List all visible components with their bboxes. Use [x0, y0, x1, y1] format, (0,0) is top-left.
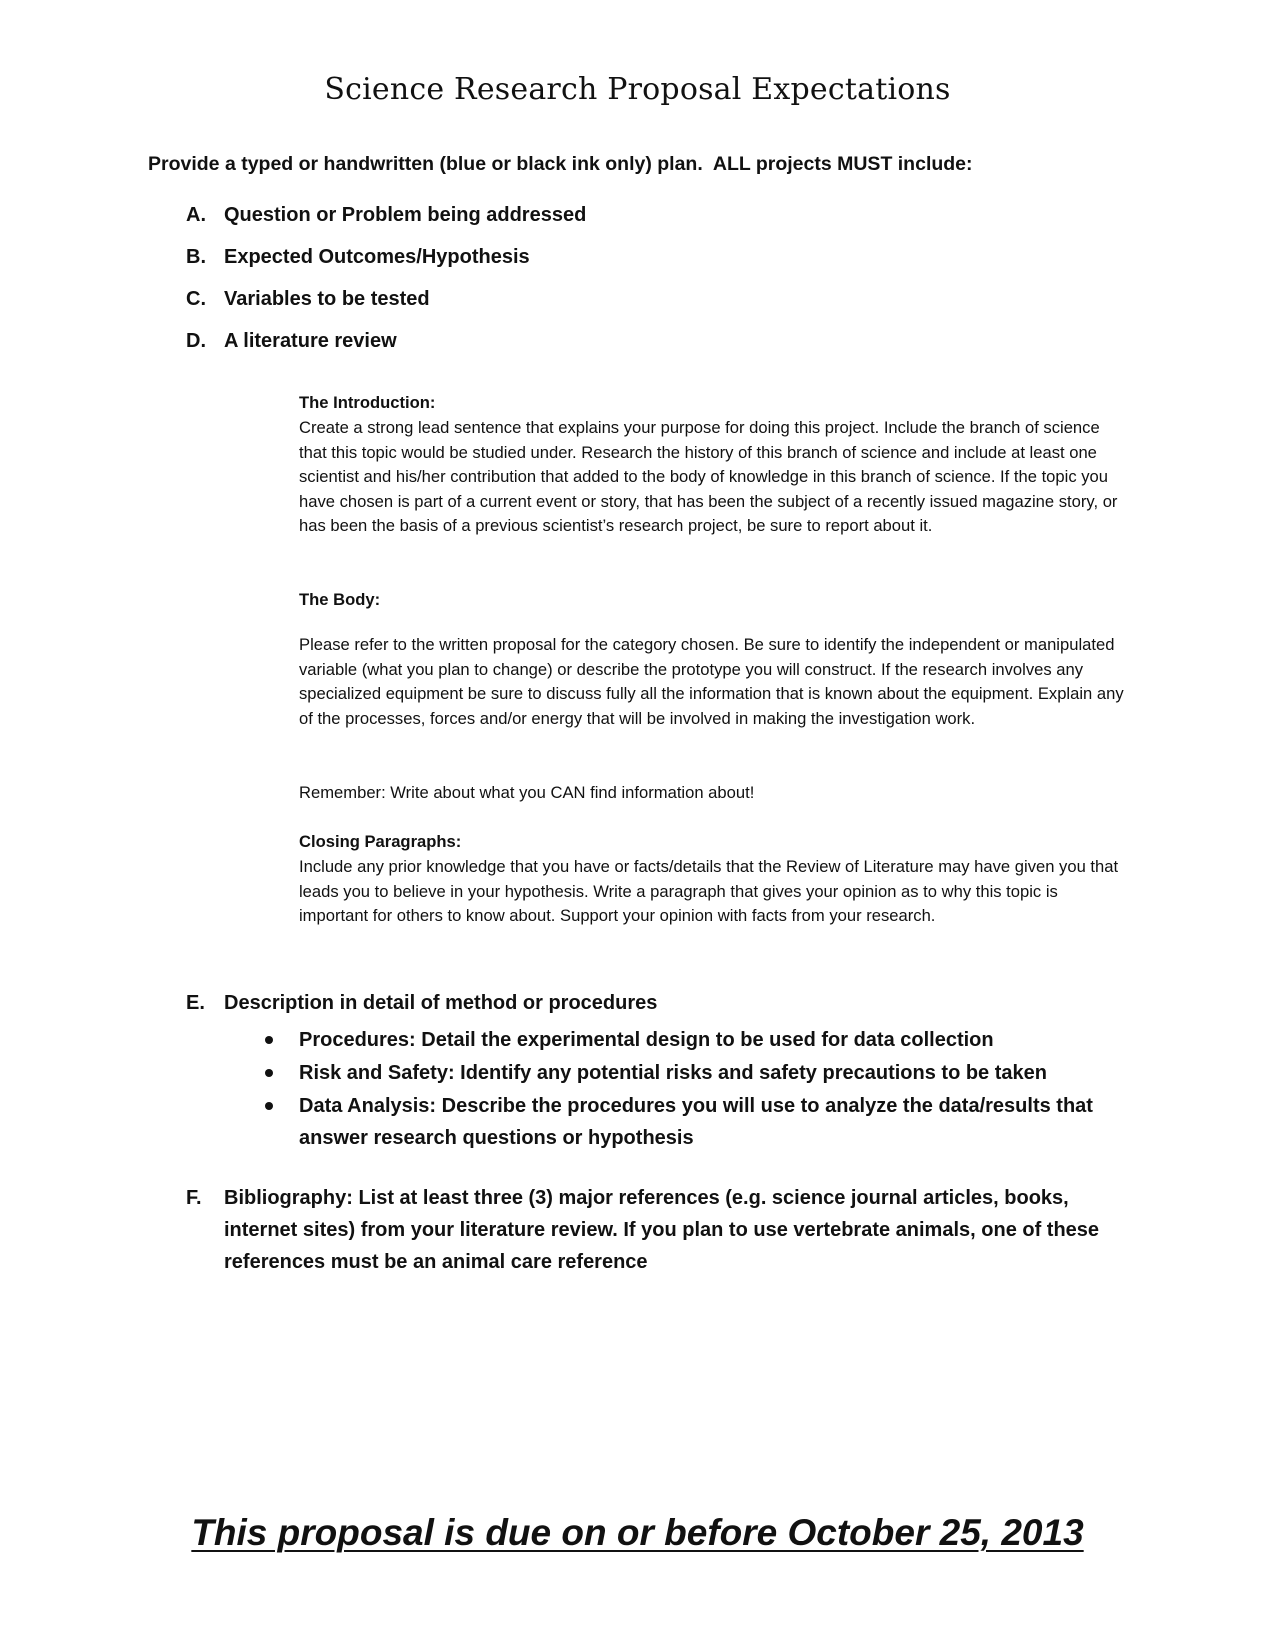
requirement-e-text: Description in detail of method or procedures — [224, 992, 658, 1014]
bullet-text-procedures: Procedures: Detail the experimental design to be used for data collection — [299, 1029, 994, 1051]
requirement-a-letter: A. — [186, 204, 206, 226]
bullet-text-data-analysis: Data Analysis: Describe the procedures you will use to analyze the data/results that answer research questions or hypothesis — [299, 1095, 1093, 1149]
requirement-e-letter: E. — [186, 992, 205, 1014]
requirement-d-text: A literature review — [224, 330, 397, 352]
list-item — [262, 1090, 1132, 1154]
requirement-a — [186, 204, 586, 227]
closing-heading: Closing Paragraphs: — [299, 832, 462, 851]
requirement-c — [186, 288, 430, 311]
requirement-d-letter: D. — [186, 330, 206, 352]
requirement-f-letter: F. — [186, 1187, 202, 1209]
requirement-f-text: Bibliography: List at least three (3) major references (e.g. science journal articles, books, internet sites) from your literature review. If you plan to use vertebrate animals, one of these references must be an animal care reference — [224, 1187, 1100, 1273]
procedure-bullet-list — [262, 1024, 1132, 1155]
body-heading: The Body: — [299, 590, 381, 609]
requirement-b-text: Expected Outcomes/Hypothesis — [224, 246, 530, 268]
list-item — [262, 1024, 1132, 1056]
closing-text: Include any prior knowledge that you have or facts/details that the Review of Literature may have given you that leads you to believe in your hypothesis. Write a paragraph that gives your opinion as to why this topic is important for others to know about. Support your opinion with facts from your research. — [299, 857, 1119, 926]
due-date-notice: This proposal is due on or before October 25, 2013 — [191, 1512, 1084, 1553]
requirement-b — [186, 246, 530, 269]
requirement-c-letter: C. — [186, 288, 206, 310]
page-title: Science Research Proposal Expectations — [324, 72, 951, 107]
requirement-a-text: Question or Problem being addressed — [224, 204, 587, 226]
bullet-icon — [265, 1069, 273, 1077]
requirement-c-text: Variables to be tested — [224, 288, 430, 310]
introduction-text: Create a strong lead sentence that explains your purpose for doing this project. Include the branch of science that this topic would be studied under. Research the history of this branch of science and include at least one scientist and his/her contribution that added to the body of knowledge in this branch of science. If the topic you have chosen is part of a current event or story, that has been the subject of a recently issued magazine story, or has been the basis of a previous scientist’s research project, be sure to report about it. — [299, 418, 1118, 536]
remember-text: Remember: Write about what you CAN find information about! — [299, 783, 755, 802]
requirement-b-letter: B. — [186, 246, 206, 268]
bullet-text-risk-safety: Risk and Safety: Identify any potential risks and safety precautions to be taken — [299, 1062, 1047, 1084]
requirement-f — [186, 1182, 1146, 1278]
bullet-icon — [265, 1036, 273, 1044]
list-item — [262, 1057, 1132, 1089]
bullet-icon — [265, 1102, 273, 1110]
introduction-heading: The Introduction: — [299, 393, 436, 412]
requirement-e — [186, 992, 657, 1015]
requirement-d — [186, 330, 397, 353]
intro-instruction: Provide a typed or handwritten (blue or black ink only) plan. ALL projects MUST include: — [148, 153, 973, 175]
body-text: Please refer to the written proposal for the category chosen. Be sure to identify the independent or manipulated variable (what you plan to change) or describe the prototype you will construct. If the research involves any specialized equipment be sure to discuss fully all the information that is known about the equipment. Explain any of the processes, forces and/or energy that will be involved in making the investigation work. — [299, 635, 1124, 728]
